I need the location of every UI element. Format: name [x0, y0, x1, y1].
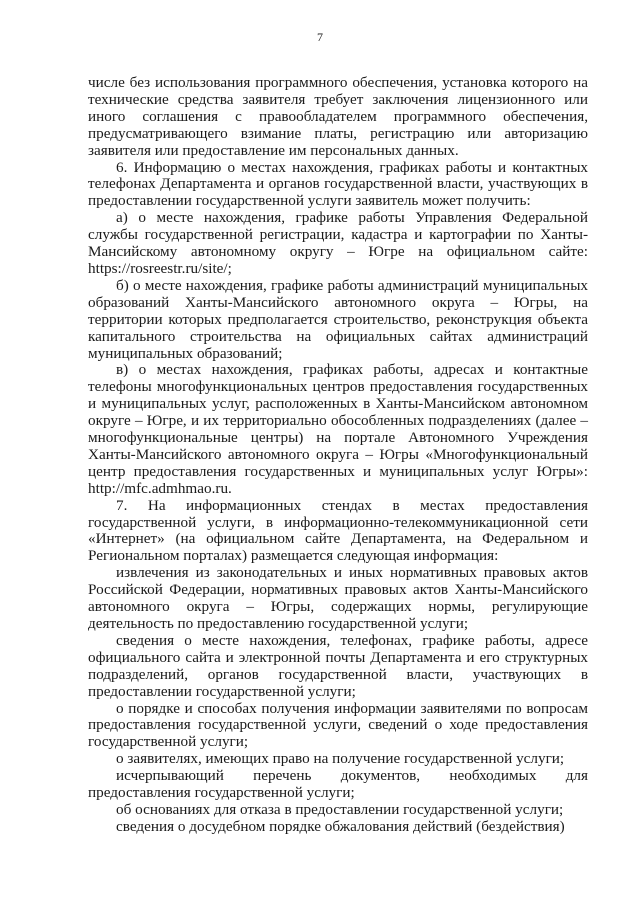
paragraph: сведения о досудебном порядке обжалования действий (бездействия)	[116, 817, 565, 835]
paragraph: о заявителях, имеющих право на получение государственной услуги;	[116, 750, 565, 768]
paragraph: числе без использования программного обеспечения, установка которого на технические средства заявителя требует заключения лицензионного или иного соглашения с правообладателем программного обеспечения, предусматривающего взимание платы, регистрацию или авторизацию заявителя или предоставление им персональных данных.	[88, 74, 588, 159]
paragraph: в) о местах нахождения, графиках работы, адресах и контактные телефоны многофункциональных центров предоставления государственных и муниципальных услуг, расположенных в Ханты-Мансийском автономном округе – Югре, и их территориально обособленных подразделениях (далее – многофункциональные центры) на портале Автономного Учреждения Ханты-Мансийского автономного округа – Югры «Многофункциональный центр предоставления государственных и муниципальных услуг Югры»: http://mfc.admhmao.ru.	[88, 361, 588, 497]
paragraph: б) о месте нахождения, графике работы администраций муниципальных образований Ханты-Мансийского автономного округа – Югры, на территории которых предполагается строительство, реконструкция объекта капитального строительства на официальных сайтах администраций муниципальных образований;	[88, 276, 588, 362]
paragraph: 6. Информацию о местах нахождения, графиках работы и контактных телефонах Департамента и органов государственной власти, участвующих в предоставлении государственной услуги заявитель может получить:	[88, 158, 588, 210]
page-number: 7	[317, 30, 323, 44]
paragraph: 7. На информационных стендах в местах предоставления государственной услуги, в информационно-телекоммуникационной сети «Интернет» (на официальном сайте Департамента, на Федеральном и Региональном порталах) размещается следующая информация:	[88, 496, 588, 565]
paragraph: извлечения из законодательных и иных нормативных правовых актов Российской Федерации, нормативных правовых актов Ханты-Мансийского автономного округа – Югры, содержащих нормы, регулирующие деятельность по предоставлению государственной услуги;	[88, 564, 588, 632]
paragraph: об основаниях для отказа в предоставлении государственной услуги;	[116, 800, 564, 818]
paragraph: исчерпывающий перечень документов, необходимых для предоставления государственной услуги;	[88, 767, 588, 802]
paragraph: сведения о месте нахождения, телефонах, графике работы, адресе официального сайта и электронной почты Департамента и его структурных подразделений, органов государственной власти, участвующих в предоставлении государственной услуги;	[88, 631, 588, 700]
paragraph: а) о месте нахождения, графике работы Управления Федеральной службы государственной регистрации, кадастра и картографии по Ханты-Мансийскому автономному округу – Югре на официальном сайте: https://rosreestr.ru/site/;	[88, 209, 588, 277]
paragraph: о порядке и способах получения информации заявителями по вопросам предоставления государственной услуги, сведений о ходе предоставления государственной услуги;	[88, 699, 588, 751]
document-body	[88, 75, 588, 836]
